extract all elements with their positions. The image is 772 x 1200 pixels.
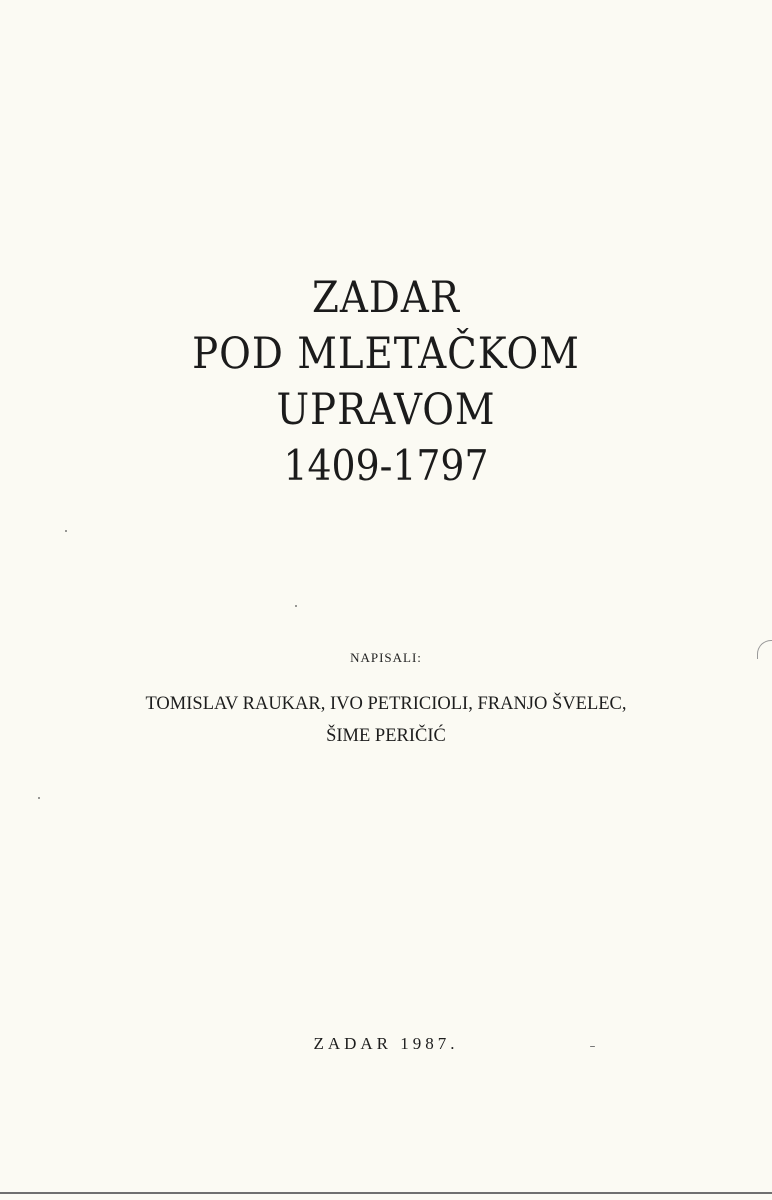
paper-speck xyxy=(38,797,40,799)
title-years: 1409-1797 xyxy=(283,441,489,490)
paper-speck xyxy=(65,530,67,532)
authors-list xyxy=(0,688,772,752)
title-line-3: UPRAVOM xyxy=(276,385,496,435)
imprint-place-year: ZADAR 1987. xyxy=(313,1034,459,1053)
paper-speck xyxy=(295,605,297,607)
authors-label: NAPISALI: xyxy=(350,650,422,665)
page-edge-curl xyxy=(757,640,772,659)
authors-line-2: ŠIME PERIČIĆ xyxy=(326,726,446,746)
title-line-2: POD MLETAČKOM xyxy=(192,329,580,379)
title-line-1: ZADAR xyxy=(312,273,460,323)
paper-speck xyxy=(590,1046,595,1047)
authors-line-1: TOMISLAV RAUKAR, IVO PETRICIOLI, FRANJO ŠVELEC, xyxy=(145,694,627,714)
page-bottom-edge xyxy=(0,1192,772,1194)
book-title xyxy=(0,270,772,494)
